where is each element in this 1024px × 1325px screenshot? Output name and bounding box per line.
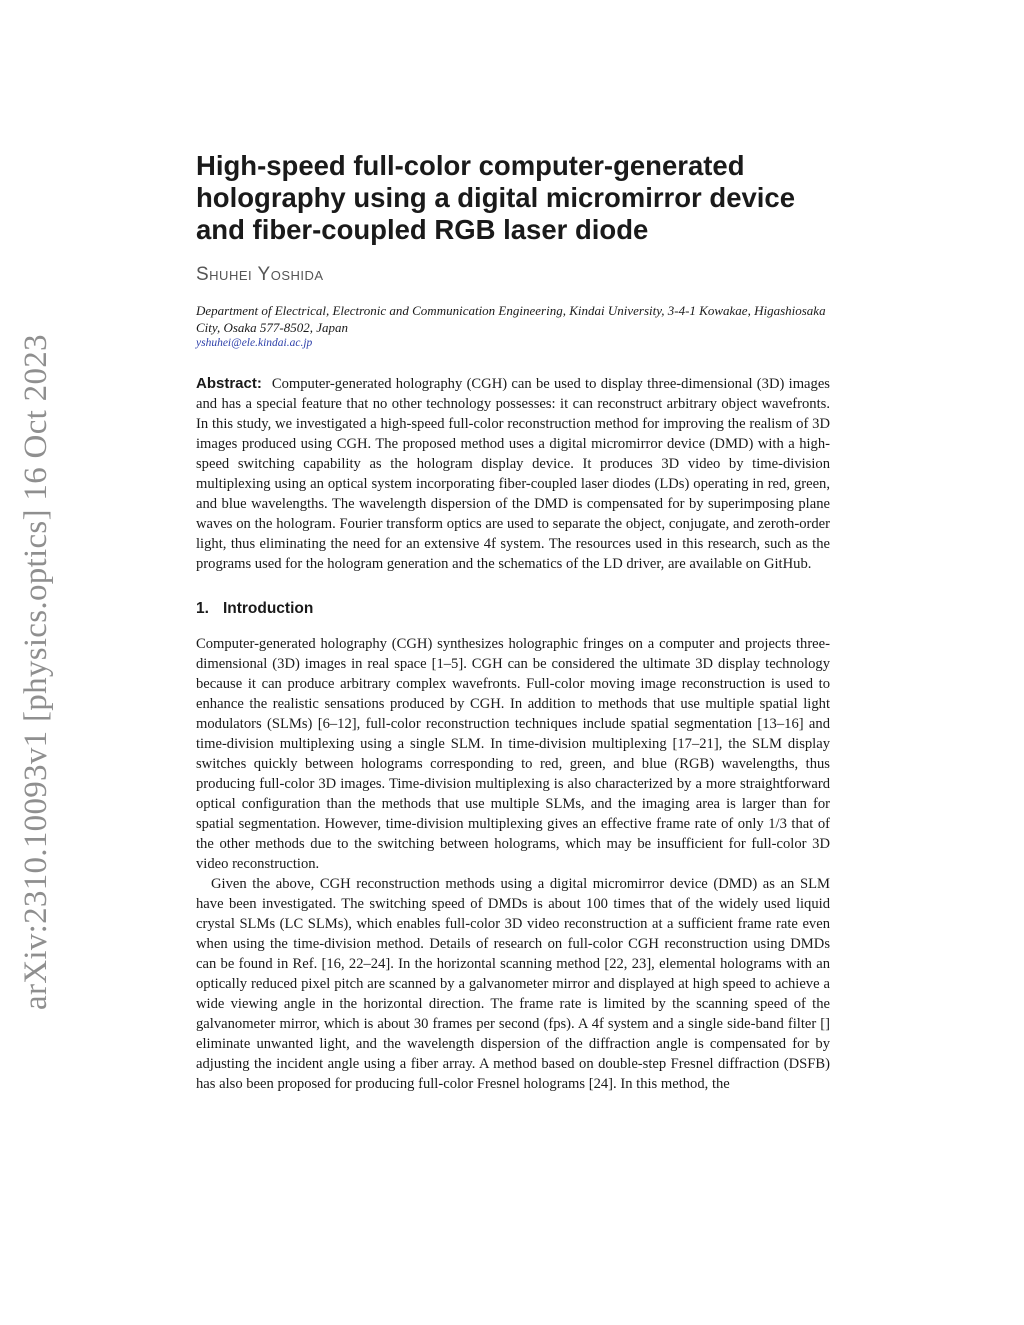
paper-title: High-speed full-color computer-generated holography using a digital micromirror device and fiber-coupled RGB laser diode bbox=[196, 150, 796, 245]
section-number: 1. bbox=[196, 600, 209, 617]
author-name: Shuhei Yoshida bbox=[196, 264, 324, 285]
body-paragraph-1: Computer-generated holography (CGH) synthesizes holographic fringes on a computer and projects three-dimensional (3D) images in real space [1–5]. CGH can be considered the ultimate 3D display technology because it can produce arbitrary complex wavefronts. Full-color moving image reconstruction is used to enhance the realistic sensations produced by CGH. In addition to methods that use multiple spatial light modulators (SLMs) [6–12], full-color reconstruction techniques include spatial segmentation [13–16] and time-division multiplexing using a single SLM. In time-division multiplexing [17–21], the SLM display switches quickly between holograms corresponding to red, green, and blue (RGB) wavelengths, thus producing full-color 3D images. Time-division multiplexing is also characterized by a more straightforward optical configuration than the methods that use multiple SLMs, and the imaging area is larger than for spatial segmentation. However, time-division multiplexing gives an effective frame rate of only 1/3 that of the other methods due to the switching between holograms, which may be insufficient for full-color 3D video reconstruction. bbox=[196, 636, 830, 872]
section-title: Introduction bbox=[222, 600, 314, 617]
abstract bbox=[196, 374, 830, 574]
abstract-text: Computer-generated holography (CGH) can be used to display three-dimensional (3D) images and has a special feature that no other technology possesses: it can reconstruct arbitrary object wavefronts. In this study, we investigated a high-speed full-color reconstruction method for improving the realism of 3D images produced using CGH. The proposed method uses a digital micromirror device (DMD) with a high-speed switching capability as the hologram display device. It produces 3D video by time-division multiplexing using an optical system incorporating fiber-coupled laser diodes (LDs) operating in red, green, and blue wavelengths. The wavelength dispersion of the DMD is compensated for by superimposing plane waves on the hologram. Fourier transform optics are used to separate the object, conjugate, and zeroth-order light, thus eliminating the need for an extensive 4f system. The resources used in this research, such as the programs used for the hologram generation and the schematics of the LD driver, are available on GitHub. bbox=[196, 376, 830, 572]
body-paragraph-2: Given the above, CGH reconstruction methods using a digital micromirror device (DMD) as an SLM have been investigated. The switching speed of DMDs is about 100 times that of the widely used liquid crystal SLMs (LC SLMs), which enables full-color 3D video reconstruction at a sufficient frame rate even when using the time-division method. Details of research on full-color CGH reconstruction using DMDs can be found in Ref. [16, 22–24]. In the horizontal scanning method [22, 23], elemental holograms with an optically reduced pixel pitch are scanned by a galvanometer mirror and displayed at high speed to achieve a wide viewing angle in the horizontal direction. The frame rate is limited by the scanning speed of the galvanometer mirror, which is about 30 frames per second (fps). A 4f system and a single side-band filter [] eliminate unwanted light, and the wavelength dispersion of the diffraction angle is compensated for by adjusting the incident angle using a fiber array. A method based on double-step Fresnel diffraction (DSFB) has also been proposed for producing full-color Fresnel holograms [24]. In this method, the bbox=[196, 876, 830, 1092]
abstract-label: Abstract: bbox=[196, 375, 262, 392]
author-email-link[interactable]: yshuhei@ele.kindai.ac.jp bbox=[196, 337, 313, 349]
arxiv-identifier: arXiv:2310.10093v1 [physics.optics] 16 Oct 2023 bbox=[18, 334, 54, 1010]
paper-body bbox=[196, 150, 830, 1094]
section-heading-introduction bbox=[196, 600, 830, 618]
author-affiliation: Department of Electrical, Electronic and Communication Engineering, Kindai University, 3-4-1 Kowakae, Higashiosaka City, Osaka 577-8502, Japan bbox=[196, 303, 826, 335]
